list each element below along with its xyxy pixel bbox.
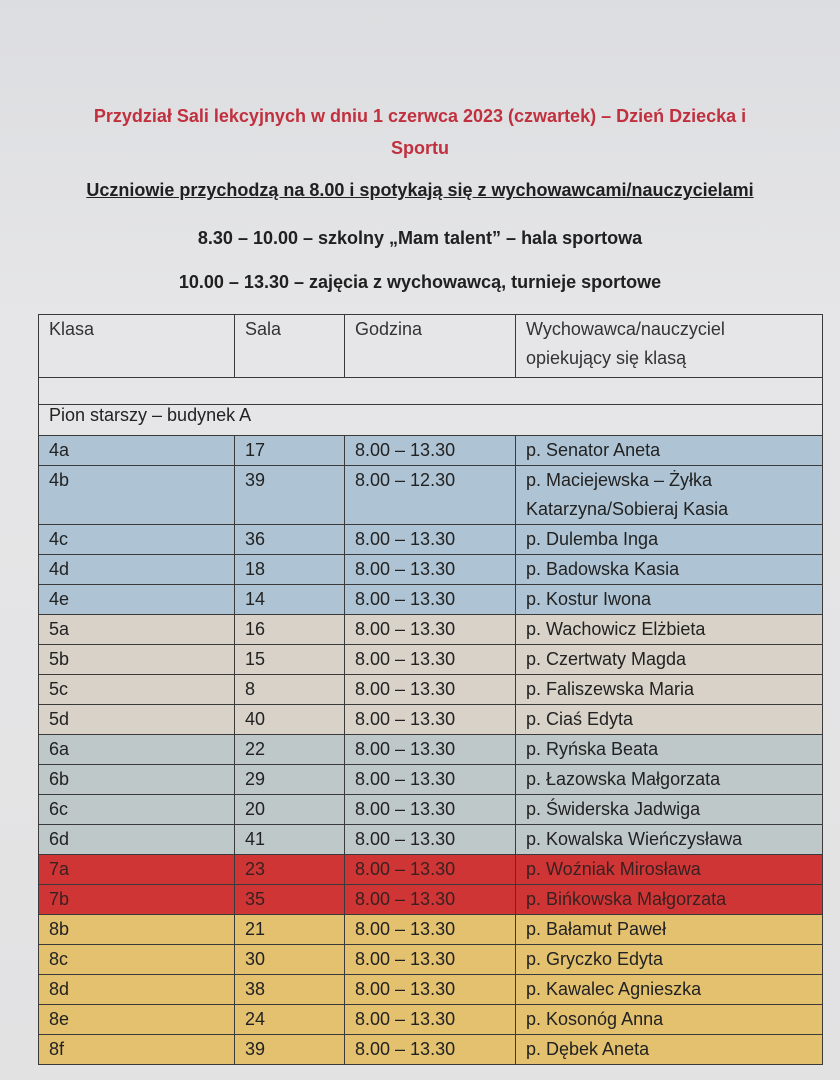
cell-godzina: 8.00 – 13.30: [345, 975, 516, 1005]
table-row: [39, 975, 823, 1005]
cell-teacher: p. Kawalec Agnieszka: [516, 975, 823, 1005]
cell-godzina: 8.00 – 13.30: [345, 915, 516, 945]
cell-sala: 16: [235, 615, 345, 645]
cell-sala: 38: [235, 975, 345, 1005]
cell-godzina: 8.00 – 13.30: [345, 825, 516, 855]
cell-godzina: 8.00 – 13.30: [345, 1005, 516, 1035]
cell-godzina: 8.00 – 13.30: [345, 585, 516, 615]
header-sala: Sala: [235, 315, 345, 378]
cell-godzina: 8.00 – 13.30: [345, 615, 516, 645]
cell-teacher: p. Ciaś Edyta: [516, 705, 823, 735]
cell-godzina: 8.00 – 13.30: [345, 525, 516, 555]
cell-teacher: p. Świderska Jadwiga: [516, 795, 823, 825]
cell-teacher: p. Bałamut Paweł: [516, 915, 823, 945]
cell-godzina: 8.00 – 13.30: [345, 945, 516, 975]
cell-teacher: p. Senator Aneta: [516, 436, 823, 466]
title-line-2: Sportu: [391, 138, 449, 158]
empty-cell: [39, 378, 823, 405]
cell-teacher: p. Woźniak Mirosława: [516, 855, 823, 885]
cell-klasa: 7a: [39, 855, 235, 885]
cell-klasa: 5c: [39, 675, 235, 705]
cell-godzina: 8.00 – 13.30: [345, 675, 516, 705]
table-row: [39, 675, 823, 705]
cell-teacher: p. Łazowska Małgorzata: [516, 765, 823, 795]
cell-teacher: p. Ryńska Beata: [516, 735, 823, 765]
event-talent-show: 8.30 – 10.00 – szkolny „Mam talent” – hala sportowa: [197, 228, 643, 248]
cell-klasa: 8f: [39, 1035, 235, 1065]
cell-sala: 23: [235, 855, 345, 885]
cell-klasa: 8e: [39, 1005, 235, 1035]
table-row: [39, 795, 823, 825]
table-row: [39, 645, 823, 675]
cell-teacher: [516, 466, 823, 525]
document-title: [0, 100, 840, 164]
cell-sala: 29: [235, 765, 345, 795]
header-klasa: Klasa: [39, 315, 235, 378]
table-row: [39, 1005, 823, 1035]
cell-klasa: 6a: [39, 735, 235, 765]
cell-godzina: 8.00 – 13.30: [345, 436, 516, 466]
table-row: [39, 825, 823, 855]
cell-klasa: 5a: [39, 615, 235, 645]
header-teacher-line-2: opiekujący się klasą: [526, 348, 687, 368]
cell-teacher: p. Kowalska Wieńczysława: [516, 825, 823, 855]
table-row: [39, 525, 823, 555]
cell-sala: 39: [235, 1035, 345, 1065]
cell-sala: 18: [235, 555, 345, 585]
cell-godzina: 8.00 – 13.30: [345, 555, 516, 585]
cell-sala: 15: [235, 645, 345, 675]
cell-godzina: 8.00 – 13.30: [345, 645, 516, 675]
header-godzina: Godzina: [345, 315, 516, 378]
cell-klasa: 4a: [39, 436, 235, 466]
cell-sala: 20: [235, 795, 345, 825]
cell-klasa: 4c: [39, 525, 235, 555]
cell-teacher: p. Faliszewska Maria: [516, 675, 823, 705]
section-label: Pion starszy – budynek A: [39, 405, 823, 436]
cell-teacher: p. Bińkowska Małgorzata: [516, 885, 823, 915]
cell-teacher: p. Kosonóg Anna: [516, 1005, 823, 1035]
cell-godzina: 8.00 – 13.30: [345, 765, 516, 795]
cell-sala: 40: [235, 705, 345, 735]
cell-klasa: 5d: [39, 705, 235, 735]
cell-klasa: 8c: [39, 945, 235, 975]
cell-klasa: 5b: [39, 645, 235, 675]
table-row: [39, 765, 823, 795]
arrival-note: Uczniowie przychodzą na 8.00 i spotykają się z wychowawcami/nauczycielami: [86, 180, 754, 200]
cell-godzina: 8.00 – 12.30: [345, 466, 516, 525]
cell-klasa: 4b: [39, 466, 235, 525]
table-row: [39, 735, 823, 765]
table-row: [39, 615, 823, 645]
cell-klasa: 4d: [39, 555, 235, 585]
cell-klasa: 4e: [39, 585, 235, 615]
cell-teacher: p. Wachowicz Elżbieta: [516, 615, 823, 645]
cell-klasa: 8b: [39, 915, 235, 945]
cell-sala: 14: [235, 585, 345, 615]
table-row: [39, 945, 823, 975]
header-teacher-line-1: Wychowawca/nauczyciel: [526, 319, 725, 339]
cell-sala: 21: [235, 915, 345, 945]
cell-klasa: 8d: [39, 975, 235, 1005]
empty-row: [39, 378, 823, 405]
cell-godzina: 8.00 – 13.30: [345, 705, 516, 735]
event-class-activities: 10.00 – 13.30 – zajęcia z wychowawcą, turnieje sportowe: [178, 272, 662, 292]
cell-godzina: 8.00 – 13.30: [345, 735, 516, 765]
cell-klasa: 6d: [39, 825, 235, 855]
table-row: [39, 855, 823, 885]
cell-teacher: p. Dulemba Inga: [516, 525, 823, 555]
cell-godzina: 8.00 – 13.30: [345, 795, 516, 825]
cell-sala: 24: [235, 1005, 345, 1035]
cell-sala: 8: [235, 675, 345, 705]
cell-teacher-line-2: Katarzyna/Sobieraj Kasia: [526, 499, 729, 519]
cell-teacher: p. Kostur Iwona: [516, 585, 823, 615]
table-row: [39, 1035, 823, 1065]
cell-godzina: 8.00 – 13.30: [345, 855, 516, 885]
cell-teacher-line-1: p. Maciejewska – Żyłka: [526, 470, 713, 490]
table-row: [39, 466, 823, 525]
cell-sala: 35: [235, 885, 345, 915]
cell-sala: 22: [235, 735, 345, 765]
cell-sala: 39: [235, 466, 345, 525]
table-header-row: [39, 315, 823, 378]
cell-teacher: p. Gryczko Edyta: [516, 945, 823, 975]
cell-klasa: 6b: [39, 765, 235, 795]
cell-sala: 30: [235, 945, 345, 975]
cell-godzina: 8.00 – 13.30: [345, 1035, 516, 1065]
table-row: [39, 436, 823, 466]
cell-klasa: 7b: [39, 885, 235, 915]
cell-sala: 36: [235, 525, 345, 555]
table-row: [39, 555, 823, 585]
table-row: [39, 885, 823, 915]
cell-godzina: 8.00 – 13.30: [345, 885, 516, 915]
header-teacher: [516, 315, 823, 378]
table-row: [39, 585, 823, 615]
cell-teacher: p. Czertwaty Magda: [516, 645, 823, 675]
cell-sala: 41: [235, 825, 345, 855]
cell-teacher: p. Badowska Kasia: [516, 555, 823, 585]
cell-sala: 17: [235, 436, 345, 466]
table-row: [39, 705, 823, 735]
cell-klasa: 6c: [39, 795, 235, 825]
section-row: [39, 405, 823, 436]
room-assignment-table: [38, 314, 823, 1065]
cell-teacher: p. Dębek Aneta: [516, 1035, 823, 1065]
table-row: [39, 915, 823, 945]
title-line-1: Przydział Sali lekcyjnych w dniu 1 czerwca 2023 (czwartek) – Dzień Dziecka i: [93, 106, 747, 126]
